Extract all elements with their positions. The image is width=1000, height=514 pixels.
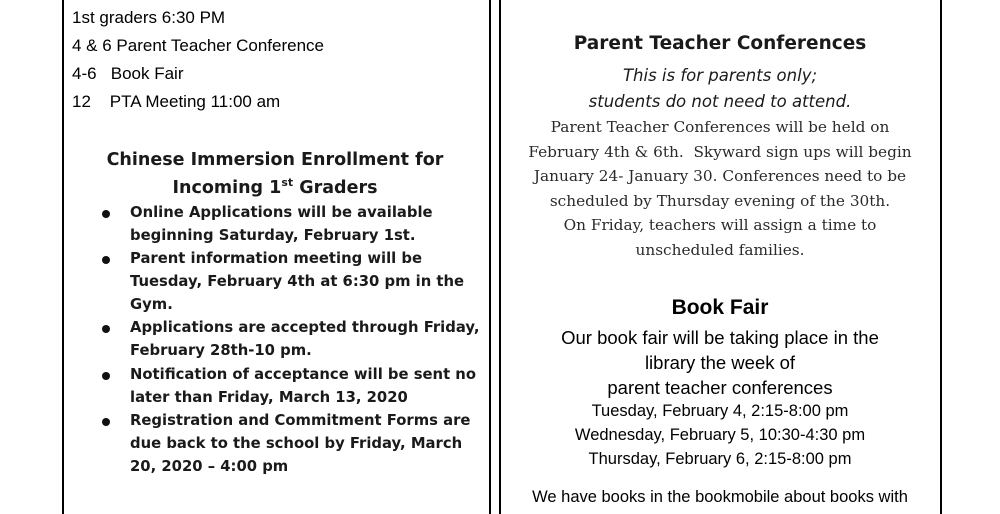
conferences-body-line: scheduled by Thursday evening of the 30th.	[549, 191, 891, 210]
bullet-dot	[102, 325, 110, 333]
bullet-online-applications: Online Applications will be available beginning Saturday, February 1st.	[130, 204, 433, 244]
calendar-item-cut	[72, 0, 81, 6]
calendar-item-conference: 4 & 6 Parent Teacher Conference	[72, 36, 325, 55]
book-fair-intro-line: library the week of	[644, 352, 796, 373]
calendar-item-book-fair: 4-6 Book Fair	[72, 64, 184, 83]
conferences-title: Parent Teacher Conferences	[573, 33, 867, 54]
bullet-registration-forms: Registration and Commitment Forms are due back to the school by Friday, March 20, 2020 – 4:00 pm	[130, 412, 471, 475]
book-fair-date-wednesday: Wednesday, February 5, 10:30-4:30 pm	[574, 426, 866, 444]
bullet-dot	[102, 418, 110, 426]
bullet-dot	[102, 210, 110, 218]
book-fair-title: Book Fair	[671, 296, 769, 319]
conferences-body-line: Parent Teacher Conferences will be held on	[550, 118, 890, 136]
bullet-info-meeting: Parent information meeting will be Tuesday, February 4th at 6:30 pm in the Gym.	[130, 250, 465, 313]
conferences-body-line: January 24- January 30. Conferences need to be	[533, 167, 907, 185]
conferences-body-line: unscheduled families.	[635, 240, 805, 259]
conferences-note-line2: students do not need to attend.	[588, 92, 852, 111]
conferences-note-line1: This is for parents only;	[622, 66, 818, 85]
calendar-item-first-graders: 1st graders 6:30 PM	[72, 8, 226, 27]
conferences-body	[505, 115, 935, 262]
bullet-dot	[102, 372, 110, 380]
conferences-body-line: February 4th & 6th. Skyward sign ups will begin	[528, 142, 912, 161]
chinese-immersion-title-line2: Incoming 1st Graders	[172, 176, 378, 198]
bullet-dot	[102, 256, 110, 264]
book-fair-date-thursday: Thursday, February 6, 2:15-8:00 pm	[588, 450, 852, 468]
calendar-item-pta: 12 PTA Meeting 11:00 am	[72, 92, 281, 111]
chinese-immersion-title-line1: Chinese Immersion Enrollment for	[106, 150, 444, 170]
book-fair-intro-line: Our book fair will be taking place in the	[561, 327, 879, 348]
bullet-applications-accepted: Applications are accepted through Friday, February 28th-10 pm.	[130, 319, 480, 359]
bullet-notification: Notification of acceptance will be sent no later than Friday, March 13, 2020	[130, 366, 476, 406]
book-fair-date-tuesday: Tuesday, February 4, 2:15-8:00 pm	[591, 402, 849, 420]
book-fair-cut-line: We have books in the bookmobile about books with	[532, 490, 908, 502]
conferences-body-line: On Friday, teachers will assign a time to	[563, 216, 877, 234]
book-fair-intro-line: parent teacher conferences	[607, 377, 833, 398]
